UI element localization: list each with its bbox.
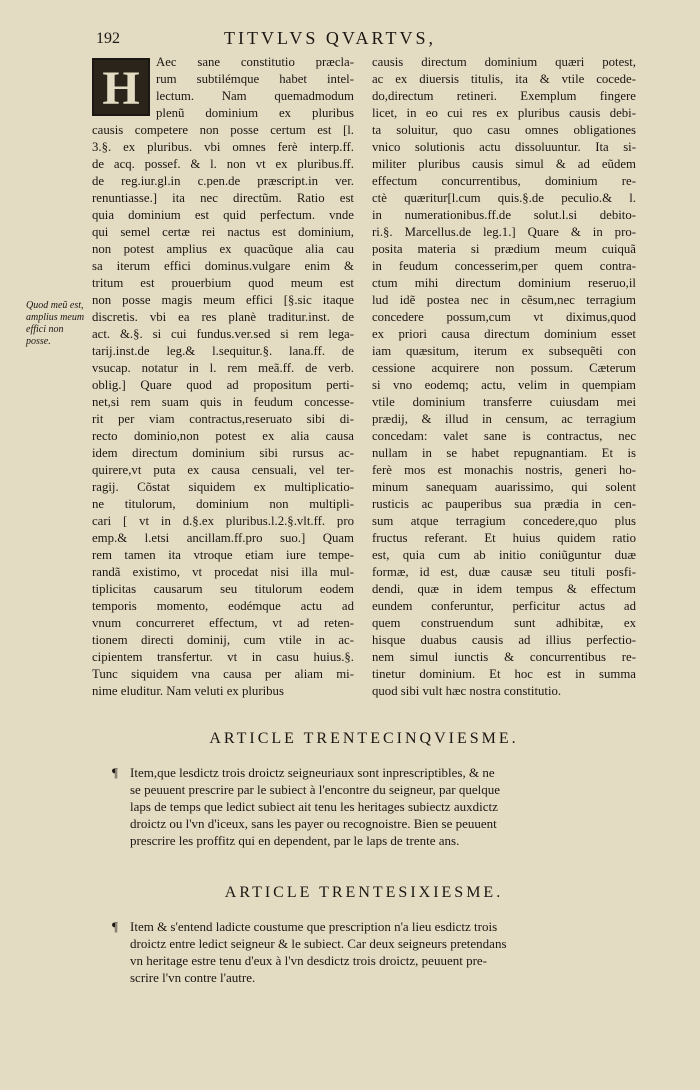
text-line: recto dominio,non potest ex alia causa bbox=[92, 429, 354, 443]
page-header bbox=[0, 28, 700, 52]
decorated-initial: H bbox=[92, 58, 150, 116]
text-line: qui semel certæ rei nactus est dominium, bbox=[92, 225, 354, 239]
text-line: rusticis ac pauperibus sua prædia in cen- bbox=[372, 497, 636, 511]
text-line: oblig.] Quare quod ad propositum perti- bbox=[92, 378, 354, 392]
text-line: tritum est prouerbium quod meum est bbox=[92, 276, 354, 290]
text-line: droictz ou l'vn d'iceux, sans les payer ou recognoistre. Bien se peuuent bbox=[130, 816, 497, 831]
text-line: de reg.iur.gl.in c.pen.de præscript.in ver. bbox=[92, 174, 354, 188]
folio-number: 192 bbox=[96, 30, 120, 47]
text-line: ne titulorum, dominium non multipli- bbox=[92, 497, 354, 511]
text-line: lectum. Nam quemadmodum bbox=[156, 89, 354, 103]
left-column bbox=[92, 54, 354, 700]
text-line: nime eluditur. Nam veluti ex pluribus bbox=[92, 684, 284, 698]
text-line: cari [ vt in d.§.ex pluribus.l.2.§.vlt.ff. pro bbox=[92, 514, 354, 528]
text-line: tinetur dominium. Et hoc est in summa bbox=[372, 667, 636, 681]
text-line: in numerationibus.ff.de solut.l.si debito- bbox=[372, 208, 636, 222]
text-line: ctè quæritur[l.cum quis.§.de peculio.& l. bbox=[372, 191, 636, 205]
text-line: ac ex diuersis titulis, ita & vtile cocede- bbox=[372, 72, 636, 86]
text-line: vnico solutionis actu dissoluuntur. Ita si- bbox=[372, 140, 636, 154]
text-line: minum sanequam auarissimo, qui solent bbox=[372, 480, 636, 494]
text-line: quia dominium est quid perfectum. vnde bbox=[92, 208, 354, 222]
text-line: discretis. vbi ea res planè traditur.inst. de bbox=[92, 310, 354, 324]
text-line: vnum concurreret effectum, vt ad reten- bbox=[92, 616, 354, 630]
text-line: fructus referant. Et huius quidem ratio bbox=[372, 531, 636, 545]
text-line: ctum mihi directum dominium reseruo,il bbox=[372, 276, 636, 290]
text-line: tionem directi dominij, cum vtile in ac- bbox=[92, 633, 354, 647]
text-line: vsucap. notatur in l. rem meã.ff. de verb. bbox=[92, 361, 354, 375]
text-line: quirere,vt puta ex causa censuali, vel ter- bbox=[92, 463, 354, 477]
text-line: act. &.§. si cui fundus.ver.sed si rem lega- bbox=[92, 327, 354, 341]
text-line: sum atque terragium concedere,quo plus bbox=[372, 514, 636, 528]
text-line: iam quæsitum, iterum ex subsequẽti con bbox=[372, 344, 636, 358]
text-line: prædij, & illud in censum, ac terragium bbox=[372, 412, 636, 426]
text-line: Item & s'entend ladicte coustume que prescription n'a lieu esdictz trois bbox=[130, 919, 498, 934]
text-line: net,si rem suam quis in feudum concesse- bbox=[92, 395, 354, 409]
text-line: concedere possum,cum vt diximus,quod bbox=[372, 310, 636, 324]
text-line: do,directum retineri. Exemplum fingere bbox=[372, 89, 636, 103]
text-line: laps de temps que ledict subiect ait tenu les heritages subiectz auxdictz bbox=[130, 799, 498, 814]
text-line: cessione acquirere non possum. Cæterum bbox=[372, 361, 636, 375]
text-line: renuntiasse.] ita nec directũm. Ratio est bbox=[92, 191, 354, 205]
text-line: Aec sane constitutio præcla- bbox=[156, 55, 354, 69]
text-line: ragij. Cõstat siquidem ex multiplicatio- bbox=[92, 480, 354, 494]
text-line: tiplicitas causarum seu titulorum eodem bbox=[92, 582, 354, 596]
right-column bbox=[372, 54, 636, 700]
text-line: de acq. possef. & l. non vt ex pluribus.ff. bbox=[92, 157, 354, 171]
text-line: droictz entre ledict seigneur & le subiect. Car deux seigneurs pretendans bbox=[130, 936, 507, 951]
text-line: prescrire les proffitz qui en dependent, par le laps de trente ans. bbox=[130, 833, 460, 848]
article-35-body bbox=[112, 764, 600, 849]
text-line: ta soluitur, quo casu omnes obligationes bbox=[372, 123, 636, 137]
text-line: in feudum concesserim,per quem contra- bbox=[372, 259, 636, 273]
text-line: licet, in eo cui res ex pluribus causis debi- bbox=[372, 106, 636, 120]
text-line: se peuuent prescrire par le subiect à l'encontre du seigneur, par quelque bbox=[130, 782, 500, 797]
running-title: TITVLVS QVARTVS, bbox=[224, 28, 436, 48]
text-line: non posse magis meum effici [§.sic itaque bbox=[92, 293, 354, 307]
text-line: ex priori causa directum dominium esset bbox=[372, 327, 636, 341]
text-line: ri.§. Marcellus.de leg.1.] Quare & in pro- bbox=[372, 225, 636, 239]
article-35-heading: ARTICLE TRENTECINQVIESME. bbox=[209, 730, 519, 747]
text-line: sa iterum effici dominus.vulgare enim & bbox=[92, 259, 354, 273]
text-line: effectum concurrentibus, dominium re- bbox=[372, 174, 636, 188]
text-line: Tunc siquidem vna causa per aliam mi- bbox=[92, 667, 354, 681]
text-line: vtile dominium transferre cuiusdam mei bbox=[372, 395, 636, 409]
text-line: concedam: valet sane is contractus, nec bbox=[372, 429, 636, 443]
text-line: causis competere non posse certum est [l. bbox=[92, 123, 354, 137]
text-line: tarij.inst.de leg.& l.sequitur.§. lana.ff. de bbox=[92, 344, 354, 358]
text-line: cipientem transfertur. vt in casu huius.§. bbox=[92, 650, 354, 664]
text-line: vn heritage estre tenu d'eux à l'vn desdictz trois droictz, peuuent pre- bbox=[130, 953, 487, 968]
text-line: rit per viam contractus,reseruato sibi di- bbox=[92, 412, 354, 426]
text-line: quod sibi vult hæc nostra constitutio. bbox=[372, 684, 562, 698]
text-line: causis directum dominium quæri potest, bbox=[372, 55, 636, 69]
text-line: scrire l'vn contre l'autre. bbox=[130, 970, 256, 985]
text-line: idem directum dominium sibi rursus ac- bbox=[92, 446, 354, 460]
article-36-heading: ARTICLE TRENTESIXIESME. bbox=[224, 884, 504, 901]
text-line: hisque duabus causis ad illius perfectio- bbox=[372, 633, 636, 647]
text-line: randã existimo, vt procedat nisi illa mul- bbox=[92, 565, 354, 579]
text-line: posita materia si prædium meum cuiquã bbox=[372, 242, 636, 256]
text-line: est, quia cum ab initio coniũguntur duæ bbox=[372, 548, 636, 562]
text-line: rum subtilémque habet intel- bbox=[156, 72, 354, 86]
text-line: nullam in se habet repugnantiam. Et is bbox=[372, 446, 636, 460]
text-line: dendi, quæ in idem tempus & effectum bbox=[372, 582, 636, 596]
text-line: militer pluribus causis simul & ad eũdem bbox=[372, 157, 636, 171]
text-line: emp.& l.etsi ancillam.ff.pro suo.] Quam bbox=[92, 531, 354, 545]
text-line: nem simul iunctis & concurrentibus re- bbox=[372, 650, 636, 664]
text-line: Item,que lesdictz trois droictz seigneuriaux sont inprescriptibles, & ne bbox=[130, 765, 495, 780]
text-line: eundem conferuntur, perficitur actus ad bbox=[372, 599, 636, 613]
text-line: ferè mos est monachis nostris, generi ho- bbox=[372, 463, 636, 477]
margin-note: Quod meũ est, amplius meum effici non posse. bbox=[26, 300, 85, 347]
text-line: lud idẽ postea nec in cẽsum,nec terragium bbox=[372, 293, 636, 307]
text-line: plenũ dominium ex pluribus bbox=[156, 106, 354, 120]
text-line: formæ, id est, duæ causæ seu tituli posfi- bbox=[372, 565, 636, 579]
text-line: 3.§. ex pluribus. vbi omnes ferè interp.ff. bbox=[92, 140, 354, 154]
text-line: non potest amplius ex quacũque alia cau bbox=[92, 242, 354, 256]
text-line: quem construendum sunt adhibitæ, ex bbox=[372, 616, 636, 630]
pilcrow-icon: ¶ bbox=[112, 919, 118, 934]
text-line: temporis momento, eodémque actu ad bbox=[92, 599, 354, 613]
pilcrow-icon: ¶ bbox=[112, 765, 118, 780]
article-36-body bbox=[112, 918, 600, 986]
text-line: si vno eodemq; actu, velim in quempiam bbox=[372, 378, 636, 392]
text-line: rem tamen ita vtroque etiam iure tempe- bbox=[92, 548, 354, 562]
